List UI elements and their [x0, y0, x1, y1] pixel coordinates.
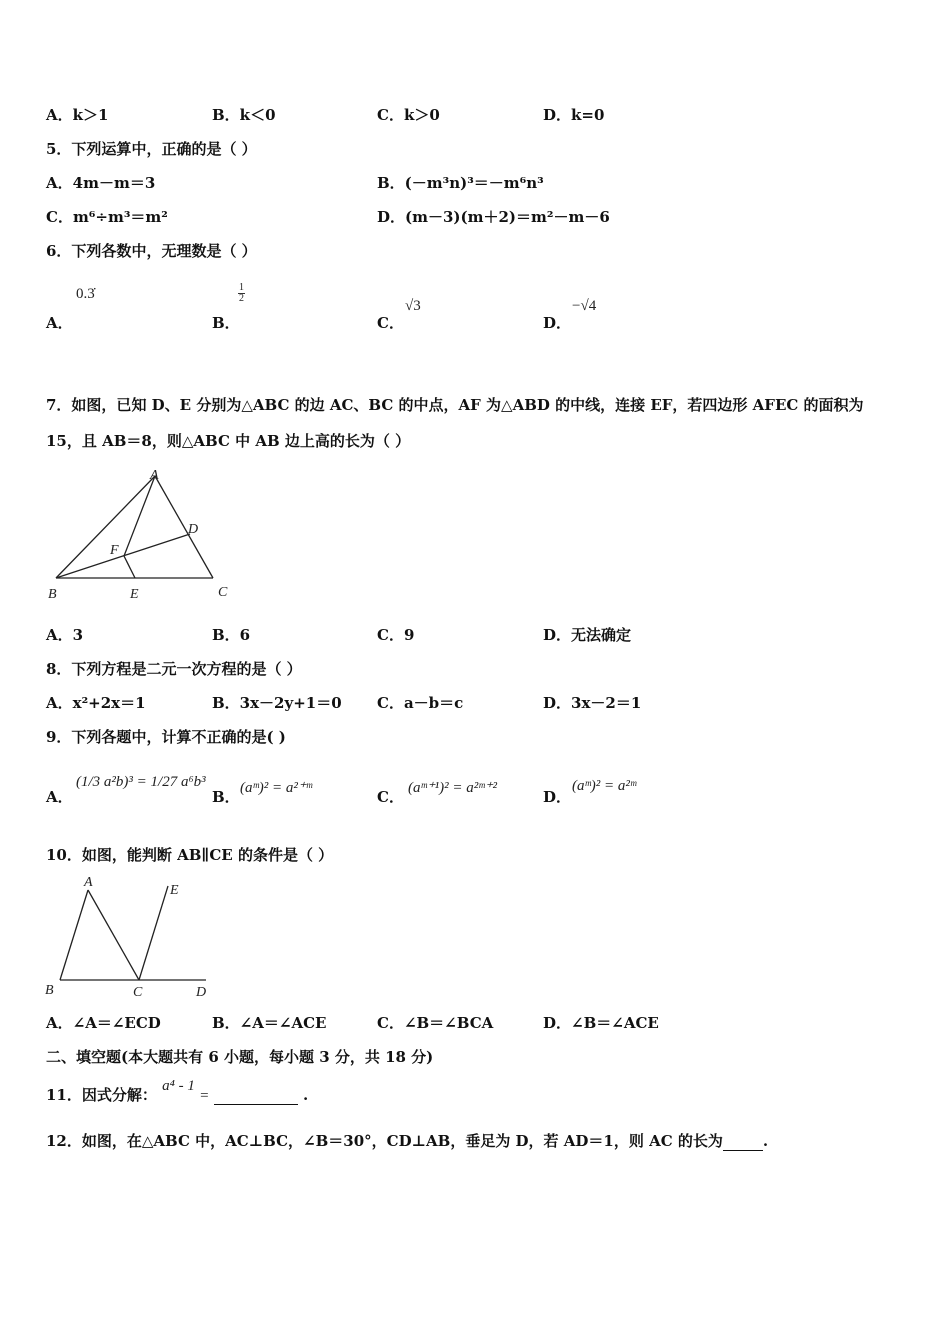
- q9-stem: 9．下列各题中，计算不正确的是( ): [46, 728, 286, 746]
- q6-option-b-label: B．: [212, 314, 240, 332]
- q6-option-b-fraction: [238, 283, 245, 304]
- label-e: E: [130, 587, 139, 602]
- label-c: C: [133, 985, 143, 1000]
- segment-ac: [88, 890, 139, 980]
- q5-stem: 5．下列运算中，正确的是（ ）: [46, 140, 257, 158]
- q7-option-d: D．无法确定: [543, 626, 632, 644]
- q5-option-d: D．(m－3)(m＋2)＝m²－m－6: [377, 208, 610, 226]
- q9-option-d-label: D．: [543, 788, 572, 806]
- segment-fe: [124, 556, 135, 578]
- q6-option-d-label: D．: [543, 314, 572, 332]
- q12-end: .: [762, 1132, 769, 1150]
- segment-ac: [155, 476, 213, 578]
- q11-row: [46, 1078, 309, 1105]
- q5-option-c: C．m⁶÷m³＝m²: [46, 208, 168, 226]
- q8-option-d: D．3x－2＝1: [543, 694, 642, 712]
- q9-option-a-label: A．: [46, 788, 73, 806]
- q9-option-b-expr: (aᵐ)² = a²⁺ᵐ: [240, 780, 313, 796]
- q5-option-a: A．4m－m＝3: [46, 174, 156, 192]
- label-c: C: [218, 585, 228, 600]
- q8-option-c: C．a－b＝c: [377, 694, 464, 712]
- q6-option-c-value: √3: [405, 298, 421, 314]
- q9-option-c-expr: (aᵐ⁺¹)² = a²ᵐ⁺²: [408, 780, 497, 796]
- q7-stem-line2: 15，且 AB＝8，则△ABC 中 AB 边上高的长为（ ）: [46, 432, 411, 450]
- q9-option-b-label: B．: [212, 788, 240, 806]
- q10-option-c: C．∠B＝∠BCA: [377, 1014, 494, 1032]
- q5-option-b: B．(－m³n)³＝－m⁶n³: [377, 174, 544, 192]
- q7-triangle-figure: [40, 462, 240, 607]
- label-d: D: [196, 985, 207, 1000]
- label-b: B: [48, 587, 57, 602]
- q12-answer-blank[interactable]: [723, 1136, 763, 1151]
- q4-option-a: A．k＞1: [46, 106, 109, 124]
- label-b: B: [45, 983, 54, 998]
- q4-option-b: B．k＜0: [212, 106, 276, 124]
- q12-row: [46, 1130, 768, 1151]
- label-d: D: [188, 522, 199, 537]
- q6-option-d-value: −√4: [572, 298, 597, 314]
- segment-ab: [60, 890, 88, 980]
- q6-stem: 6．下列各数中，无理数是（ ）: [46, 242, 257, 260]
- q11-answer-blank[interactable]: [214, 1090, 298, 1105]
- q10-stem: 10．如图，能判断 AB∥CE 的条件是（ ）: [46, 846, 334, 864]
- segment-af: [124, 476, 155, 556]
- q8-stem: 8．下列方程是二元一次方程的是（ ）: [46, 660, 302, 678]
- q6-option-c-label: C．: [377, 314, 404, 332]
- q7-option-c: C．9: [377, 626, 415, 644]
- q11-end: .: [303, 1086, 309, 1104]
- label-e: E: [170, 883, 179, 898]
- q7-option-a: A．3: [46, 626, 84, 644]
- q10-option-d: D．∠B＝∠ACE: [543, 1014, 659, 1032]
- q7-option-b: B．6: [212, 626, 251, 644]
- q9-option-d-expr: (aᵐ)² = a²ᵐ: [572, 778, 637, 794]
- label-a: A: [150, 468, 159, 483]
- fraction-denominator: 2: [239, 293, 244, 304]
- q8-option-a: A．x²+2x＝1: [46, 694, 146, 712]
- q10-figure: [40, 870, 220, 1000]
- q7-stem-line1: 7．如图，已知 D、E 分别为△ABC 的边 AC、BC 的中点，AF 为△ABD 的中线，连接 EF，若四边形 AFEC 的面积为: [46, 396, 864, 414]
- label-a: A: [84, 875, 93, 890]
- q12-stem: 12．如图，在△ABC 中，AC⊥BC，∠B＝30°，CD⊥AB，垂足为 D，若 AD＝1，则 AC 的长为: [46, 1132, 723, 1150]
- q4-option-c: C．k＞0: [377, 106, 440, 124]
- segment-ab: [56, 476, 155, 578]
- q11-stem: 11．因式分解：: [46, 1086, 157, 1104]
- q9-option-a-expr: (1/3 a²b)³ = 1/27 a⁶b³: [76, 774, 206, 790]
- q11-equals: =: [200, 1088, 209, 1104]
- q10-option-b: B．∠A＝∠ACE: [212, 1014, 327, 1032]
- segment-bd: [56, 534, 190, 578]
- label-f: F: [110, 543, 119, 558]
- segment-ce: [139, 886, 168, 980]
- q9-option-c-label: C．: [377, 788, 404, 806]
- q10-option-a: A．∠A＝∠ECD: [46, 1014, 161, 1032]
- q4-option-d: D．k=0: [543, 106, 605, 124]
- fraction-numerator: 1: [239, 282, 244, 293]
- q8-option-b: B．3x－2y+1＝0: [212, 694, 342, 712]
- q6-option-a-value: 0.3̇: [76, 286, 95, 302]
- section2-title: 二、填空题(本大题共有 6 小题，每小题 3 分，共 18 分): [46, 1048, 434, 1066]
- q6-option-a-label: A．: [46, 314, 73, 332]
- q11-expression: a⁴ - 1: [162, 1078, 195, 1094]
